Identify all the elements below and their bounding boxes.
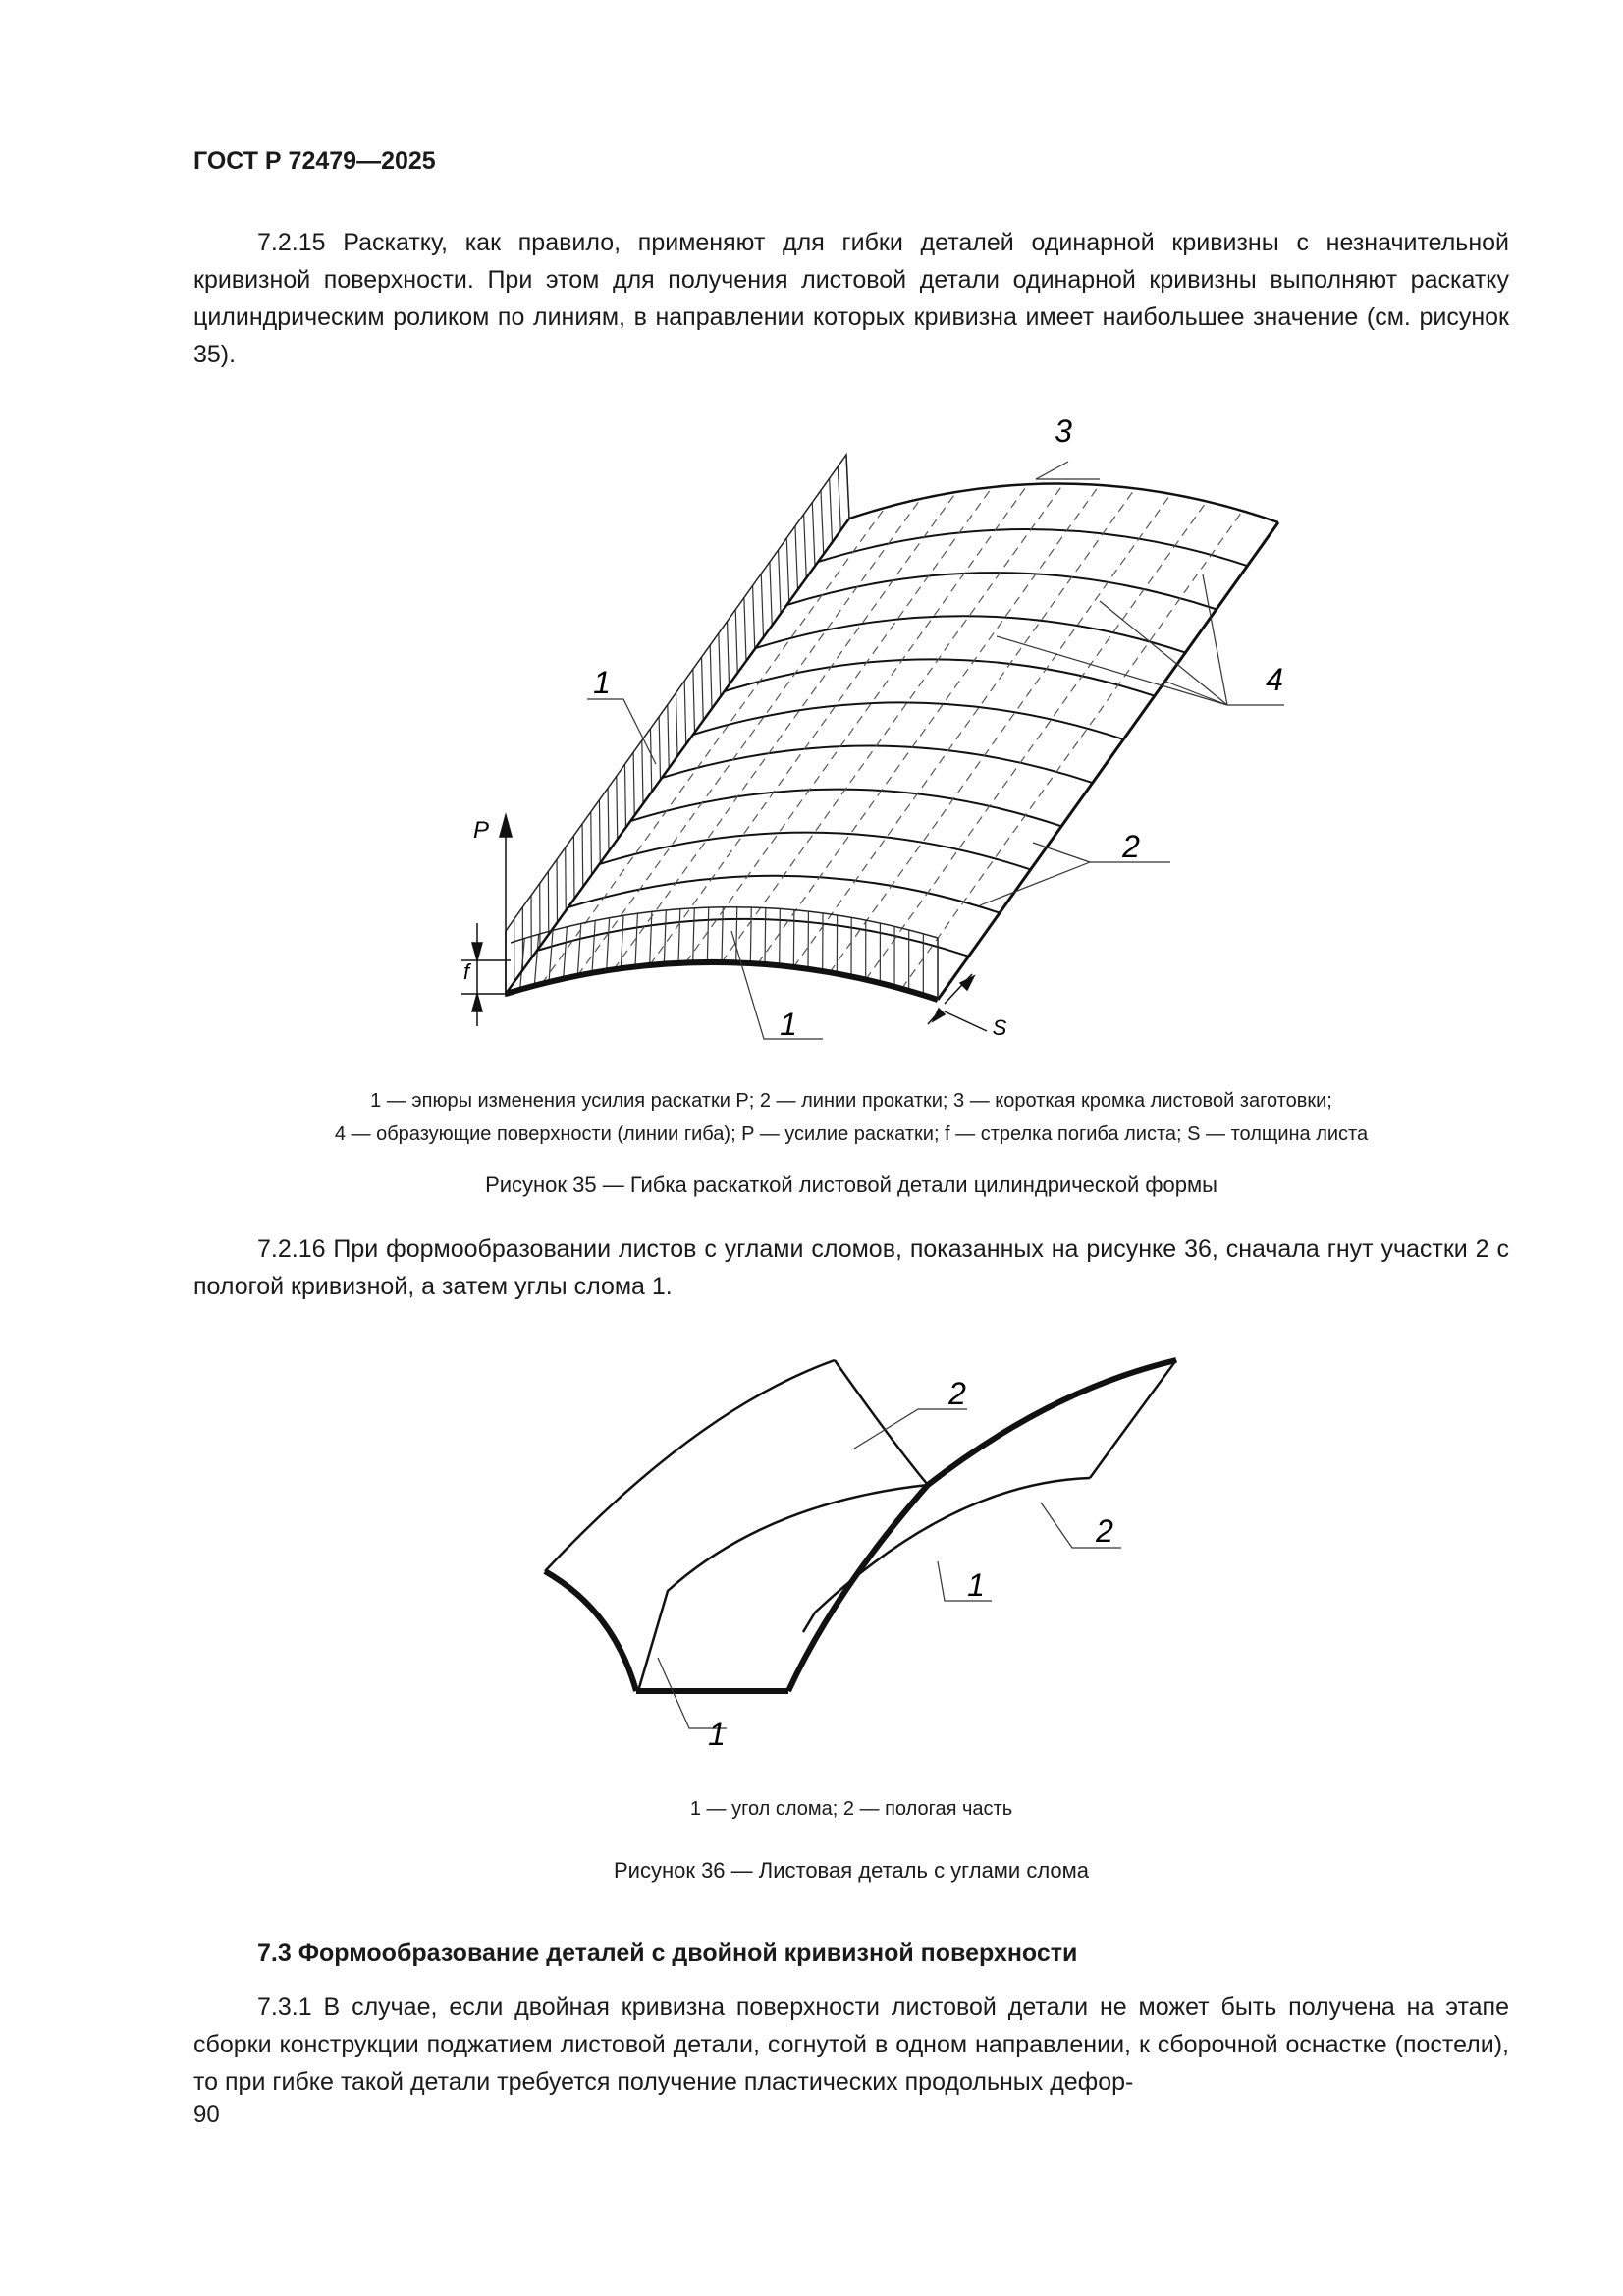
thickness-dimension [928, 974, 987, 1031]
label-1-right: 1 [967, 1567, 985, 1603]
hatch-line [765, 908, 766, 964]
section-heading-7-3: 7.3 Формообразование деталей с двойной кривизной поверхности [257, 1940, 1078, 1967]
hatch-line [566, 847, 567, 910]
hatch-line [804, 515, 807, 578]
figure-36-legend: 1 — угол слома; 2 — пологая часть [689, 1798, 1013, 1820]
hatch-line [812, 503, 815, 567]
hatch-line [635, 913, 637, 966]
leader-lines [587, 462, 1284, 1039]
hatch-line [591, 812, 592, 875]
hatch-line [770, 562, 772, 626]
leader-lines-36 [658, 1409, 1121, 1728]
hatch-line [659, 717, 660, 780]
hatch-line [821, 490, 824, 554]
hatch-line [684, 681, 686, 744]
hatch-line [780, 908, 781, 965]
figure-35-caption: Рисунок 35 — Гибка раскаткой листовой детали цилиндрической формы [485, 1173, 1217, 1197]
hatch-line [664, 910, 666, 964]
paragraph-7-2-15: 7.2.15 Раскатку, как правило, применяют для гибки деталей одинарной кривизны с незначительной кривизной поверхности. При этом для получения листовой детали одинарной кривизны выполняют раскатку цилиндрическим роликом по линиям, в направлении которых кривизна имеет наибольшее значение (см. рисунок 35). [193, 229, 1509, 368]
hatch-line [753, 585, 755, 649]
label-f: f [462, 959, 470, 984]
generator-line [830, 494, 1171, 972]
document-header: ГОСТ Р 72479—2025 [193, 147, 436, 175]
hatch-line [750, 907, 751, 963]
hatch-line [650, 729, 651, 792]
figure-35-drawing [0, 393, 1623, 1159]
hatch-line [710, 645, 712, 709]
hatch-line [668, 705, 669, 768]
page-number: 90 [193, 2102, 220, 2128]
hatch-line [786, 538, 788, 602]
hatch-line [607, 918, 610, 971]
hatch-line [719, 633, 721, 697]
label-1-upper: 1 [593, 665, 611, 700]
hatch-line [779, 550, 781, 614]
hatch-line [795, 526, 798, 590]
hatch-line [736, 907, 737, 963]
hatch-line [592, 920, 595, 972]
paragraph-7-2-16-text: 7.2.16 При формообразовании листов с углами сломов, показанных на рисунке 36, сначала гнут участки 2 с пологой кривизной, а затем углы слома 1. [193, 1235, 1509, 1300]
force-diagram-hatching [506, 455, 923, 995]
part-outline [545, 1360, 1176, 1691]
hatch-line [693, 908, 695, 963]
hatch-line [761, 574, 763, 637]
hatch-line [549, 930, 553, 982]
figure-36-caption: Рисунок 36 — Листовая деталь с углами слома [613, 1858, 1090, 1883]
hatch-line [608, 789, 609, 851]
hatch-line [621, 915, 623, 968]
hatch-line [642, 740, 643, 803]
hatch-line [838, 466, 840, 530]
hatch-line [633, 752, 634, 815]
figure-35-legend-line-1: 1 — эпюры изменения усилия раскатки P; 2 — линии прокатки; 3 — короткая кромка листовой заготовки; [370, 1090, 1332, 1112]
rolling-line [537, 919, 969, 957]
hatch-line [599, 800, 600, 863]
rolling-line [599, 833, 1030, 870]
hatch-line [830, 478, 833, 542]
rolling-line [568, 876, 1000, 913]
label-2-top: 2 [948, 1376, 966, 1411]
hatch-line [702, 657, 704, 721]
hatch-line [676, 693, 678, 757]
hatch-line [678, 909, 680, 963]
hatch-line [744, 598, 746, 662]
generator-line [685, 484, 1028, 962]
label-3: 3 [1055, 413, 1072, 449]
hatch-line [582, 824, 583, 887]
figure-36-drawing [0, 1336, 1623, 1768]
label-2-right: 2 [1096, 1513, 1113, 1549]
hatch-line [617, 776, 618, 839]
hatch-line [573, 836, 574, 899]
label-P: P [472, 817, 490, 844]
label-2: 2 [1122, 829, 1140, 864]
label-4: 4 [1266, 662, 1283, 697]
hatch-line [534, 934, 538, 985]
label-S: S [992, 1015, 1007, 1040]
hatch-line [793, 910, 794, 967]
paragraph-7-2-16 [193, 1230, 1509, 1305]
figure-35-legend [193, 1084, 1509, 1151]
sheet-outline [506, 483, 1278, 1000]
rolling-line [693, 702, 1123, 738]
label-1-bottom: 1 [708, 1717, 726, 1752]
generator-line [614, 492, 956, 969]
force-diagram-front [511, 907, 938, 1000]
hatch-line [728, 622, 730, 685]
hatch-line [693, 669, 695, 733]
hatch-line [735, 610, 737, 674]
hatch-line [624, 764, 625, 827]
generator-line [577, 499, 920, 976]
figure-35-legend-line-2: 4 — образующие поверхности (линии гиба); P — усилие раскатки; f — стрелка погиба листа; S — толщина листа [334, 1123, 1369, 1145]
hatch-line [722, 907, 723, 962]
label-1-lower: 1 [780, 1007, 797, 1042]
rolling-line [756, 616, 1186, 652]
hatch-line [707, 907, 708, 962]
force-axis [500, 815, 512, 997]
generator-line [722, 484, 1063, 963]
paragraph-7-3-1: 7.3.1 В случае, если двойная кривизна поверхности листовой детали не может быть получена на этапе сборки конструкции поджатием листовой детали, согнутой в одном направлении, к сборочной оснастке (постели), то при гибке такой детали требуется получение пластических продольных дефор- [193, 1994, 1509, 2096]
generator-line [901, 511, 1242, 989]
